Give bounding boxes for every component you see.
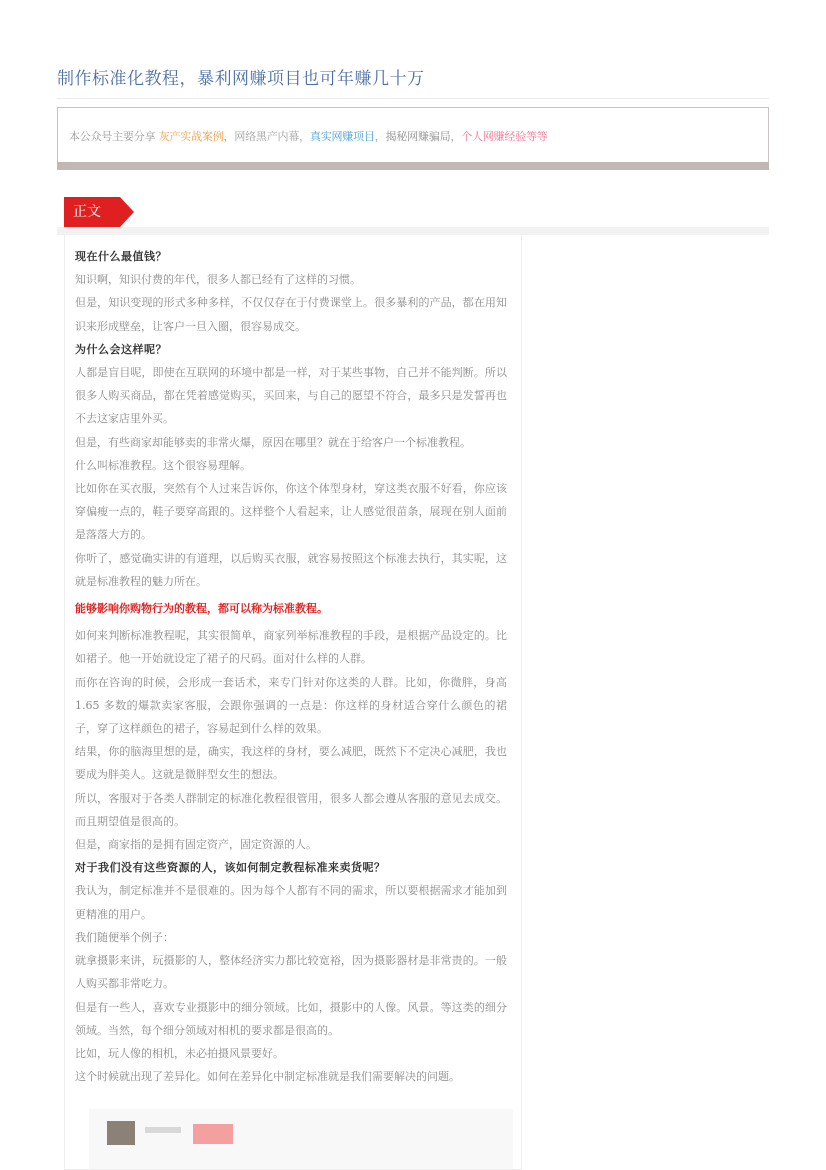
paragraph: 知识啊，知识付费的年代，很多人都已经有了这样的习惯。 [75,273,361,287]
paragraph: 结果，你的脑海里想的是，确实，我这样的身材，要么减肥，既然下不定决心减肥，我也要成为胖美人。这就是微胖型女生的想法。 [75,745,507,782]
page-title: 制作标准化教程，暴利网赚项目也可年赚几十万 [57,69,425,89]
intro-item-3[interactable]: 真实网赚项目 [309,130,375,143]
section-tag-label: 正文 [64,197,120,227]
author-card [89,1109,513,1169]
intro-sep-2: ， [299,130,310,143]
intro-prefix: 本公众号主要分享 [69,130,159,143]
intro-item-4[interactable]: 揭秘网赚骗局 [385,130,451,143]
paragraph: 如何来判断标准教程呢，其实很简单，商家列举标准教程的手段，是根据产品设定的。比如裙子。他一开始就设定了裙子的尺码。面对什么样的人群。 [75,629,507,666]
paragraph: 但是有一些人，喜欢专业摄影中的细分领域。比如，摄影中的人像。风景。等这类的细分领域。当然，每个细分领域对相机的要求都是很高的。 [75,1000,507,1037]
highlight-paragraph: 能够影响你购物行为的教程，都可以称为标准教程。 [75,602,328,616]
intro-item-5[interactable]: 个人网赚经验等等 [461,130,548,143]
intro-sep-3: ， [374,130,386,143]
section-tag [64,197,120,227]
follow-button[interactable] [193,1124,233,1144]
section-heading: 为什么会这样呢？ [75,342,167,356]
paragraph: 比如你在买衣服，突然有个人过来告诉你，你这个体型身材，穿这类衣服不好看，你应该穿偏瘦一点的，鞋子要穿高跟的。这样整个人看起来，让人感觉很苗条，展现在别人面前是落落大方的。 [75,482,507,542]
intro-text [69,128,548,144]
paragraph: 就拿摄影来讲，玩摄影的人，整体经济实力都比较宽裕，因为摄影器材是非常贵的。一般人购买都非常吃力。 [75,954,507,991]
intro-box [57,107,769,162]
paragraph: 所以，客服对于各类人群制定的标准化教程很管用，很多人都会遵从客服的意见去成交。而且期望值是很高的。 [75,791,507,828]
paragraph: 人都是盲目呢，即使在互联网的环境中都是一样，对于某些事物，自己并不能判断。所以很多人购买商品，都在凭着感觉购买，买回来，与自己的愿望不符合，最多只是发誓再也不去这家店里外买。 [75,366,507,426]
paragraph: 比如，玩人像的相机，未必拍摄风景要好。 [75,1046,284,1060]
paragraph: 什么叫标准教程。这个很容易理解。 [75,458,251,472]
paragraph: 但是，知识变现的形式多种多样，不仅仅存在于付费课堂上。很多暴利的产品，都在用知识来形成壁垒，让客户一旦入圈，很容易成交。 [75,296,507,333]
paragraph: 而你在咨询的时候，会形成一套话术，来专门针对你这类的人群。比如，你微胖，身高1.65 多数的爆款卖家客服，会跟你强调的一点是：你这样的身材适合穿什么颜色的裙子，穿了这样颜色的裙子，容易起到什么样的效果。 [75,675,507,736]
section-heading: 现在什么最值钱？ [75,250,167,263]
paragraph: 你听了，感觉确实讲的有道理，以后购买衣服，就容易按照这个标准去执行，其实呢，这就是标准教程的魅力所在。 [75,551,507,588]
paragraph: 我认为，制定标准并不是很难的。因为每个人都有不同的需求，所以要根据需求才能加到更精准的用户。 [75,884,507,921]
article-body [64,235,522,1170]
paragraph: 但是，有些商家却能够卖的非常火爆，原因在哪里？就在于给客户一个标准教程。 [75,435,471,449]
intro-sep-4: ， [450,130,462,143]
avatar[interactable] [107,1121,135,1145]
section-heading: 对于我们没有这些资源的人，该如何制定教程标准来卖货呢？ [75,861,386,875]
title-divider [57,98,769,99]
intro-sep-1: ， [223,130,235,143]
intro-bottom-band [57,162,769,170]
article-content [75,245,507,1088]
paragraph: 这个时候就出现了差异化。如何在差异化中制定标准就是我们需要解决的问题。 [75,1070,460,1084]
section-band [57,227,769,235]
author-name-placeholder [145,1127,181,1133]
paragraph: 我们随便举个例子： [75,930,174,944]
intro-item-1[interactable]: 灰产实战案例 [158,130,224,143]
paragraph: 但是，商家指的是拥有固定资产，固定资源的人。 [75,838,317,852]
intro-item-2[interactable]: 网络黑产内幕 [234,130,300,143]
